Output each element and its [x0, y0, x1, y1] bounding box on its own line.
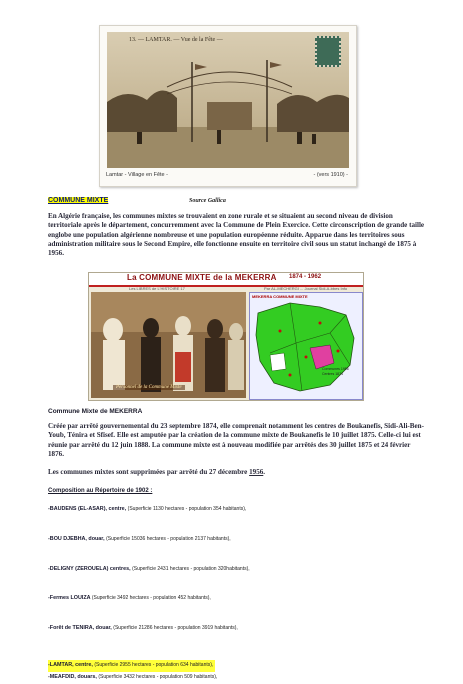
- composition-heading: Composition au Répertoire de 1902 :: [48, 488, 153, 494]
- entry-name: -MEAFDID, douars,: [48, 673, 99, 680]
- list-item: [48, 504, 428, 516]
- composite-subtitle-right: Par AL-MECHERGI ... Journal Sidi-A-bbes Info: [264, 286, 348, 291]
- entry-name: -Forêt de TENIRA, douar,: [48, 625, 114, 632]
- map-legend: [322, 367, 349, 376]
- composite-title: La COMMUNE MIXTE de la MEKERRA: [127, 273, 277, 282]
- intro-paragraph: En Algérie française, les communes mixtes se trouvaient en zone rurale et se situaient au second niveau de division territoriale après le département, concurremment avec la Commune de Plein Exercice. Cette circonscription de grande taille englobe une population algérienne nombreuse et une population européenne réduite. Apparue dans les territoires sous administration militaire sous le Second Empire, elle fonctionne ensuite en territoire civil sous un statut inchangé de 1875 à 1956.: [48, 212, 425, 258]
- staff-photo-caption: Personnel de la Commune Mixte: [113, 385, 185, 390]
- list-item: [48, 623, 428, 635]
- entry-detail: (Superficie 15036 hectares - population 2137 habitants),: [106, 535, 231, 542]
- map-legend-item: Communes 1956: [322, 367, 349, 371]
- postage-stamp: [315, 36, 341, 67]
- postcard-caption-right: - (vers 1910) -: [313, 172, 348, 178]
- list-item: [48, 672, 428, 684]
- staff-photo: [91, 292, 246, 398]
- mekerra-composite-image: [88, 272, 364, 401]
- list-item: [48, 593, 428, 605]
- entry-detail: (Superficie 21286 hectares - population 3919 habitants),: [113, 625, 238, 632]
- map-legend-item: Centres 1874: [322, 371, 344, 376]
- source-label: Source Gallica: [189, 198, 226, 204]
- entry-name: -DELIGNY (ZEROUELA) centres,: [48, 565, 133, 572]
- entry-detail: (Superficie 2955 hectares - population 634 habitants),: [94, 661, 214, 668]
- composition-list: [48, 504, 428, 684]
- entry-name: -BAUDENS (EL-ASAR), centre,: [48, 506, 128, 512]
- postcard-photo: [107, 32, 349, 168]
- staff-photo-illustration: [91, 292, 246, 398]
- entry-detail: (Superficie 1130 hectares - population 354 habitants),: [127, 506, 247, 512]
- village-fete-illustration: [107, 32, 349, 168]
- suppression-paragraph: [48, 468, 428, 477]
- entry-name: -BOU DJEBHA, douar,: [48, 535, 107, 542]
- suppression-year: 1956: [249, 468, 264, 476]
- list-item-highlighted: [48, 660, 215, 672]
- entry-name: -Fermes LOUIZA: [48, 595, 92, 602]
- creation-paragraph: Créée par arrêté gouvernemental du 23 septembre 1874, elle comprenait notamment les centres de Boukanefis, Sidi-Ali-Ben-Youb, Ténira et Sfisef. Elle est amputée par la création de la commune mixte de Boukanefis le 10 juillet 1875. Celle-ci lui est réunie par arrêté du 12 juin 1888. La commune mixte est à nouveau modifiée par arrêtés des 30 juillet 1875 et 24 février 1876.: [48, 422, 424, 458]
- entry-detail: (Superficie 2431 hectares - population 320habitants),: [132, 565, 250, 572]
- entry-detail: (Superficie 3492 hectares - population 452 habitants),: [91, 595, 211, 602]
- map-label: MEKERRA COMMUNE MIXTE: [252, 294, 308, 299]
- list-item: [48, 564, 428, 576]
- commune-mixte-heading: COMMUNE MIXTE: [48, 197, 109, 204]
- mekerra-map: [249, 292, 363, 400]
- postcard-caption-left: Lamtar - Village en Fête -: [106, 172, 168, 178]
- entry-detail: (Superficie 3432 hectares - population 509 habitants),: [98, 673, 218, 680]
- composite-years: 1874 - 1962: [289, 274, 322, 280]
- mekerra-heading: Commune Mixte de MEKERRA: [48, 408, 143, 415]
- entry-name: -LAMTAR, centre,: [48, 661, 95, 668]
- map-illustration: [250, 293, 362, 399]
- suppression-text: Les communes mixtes sont supprimées par arrêté du 27 décembre: [48, 468, 250, 476]
- postcard-image: [99, 25, 357, 187]
- list-item: [48, 534, 428, 546]
- suppression-end: .: [263, 468, 266, 476]
- postcard-top-caption: 13. — LAMTAR. — Vue de la Fête —: [129, 37, 223, 43]
- composite-subtitle-left: Les LIBRES de L'HISTOIRE 17: [129, 286, 185, 291]
